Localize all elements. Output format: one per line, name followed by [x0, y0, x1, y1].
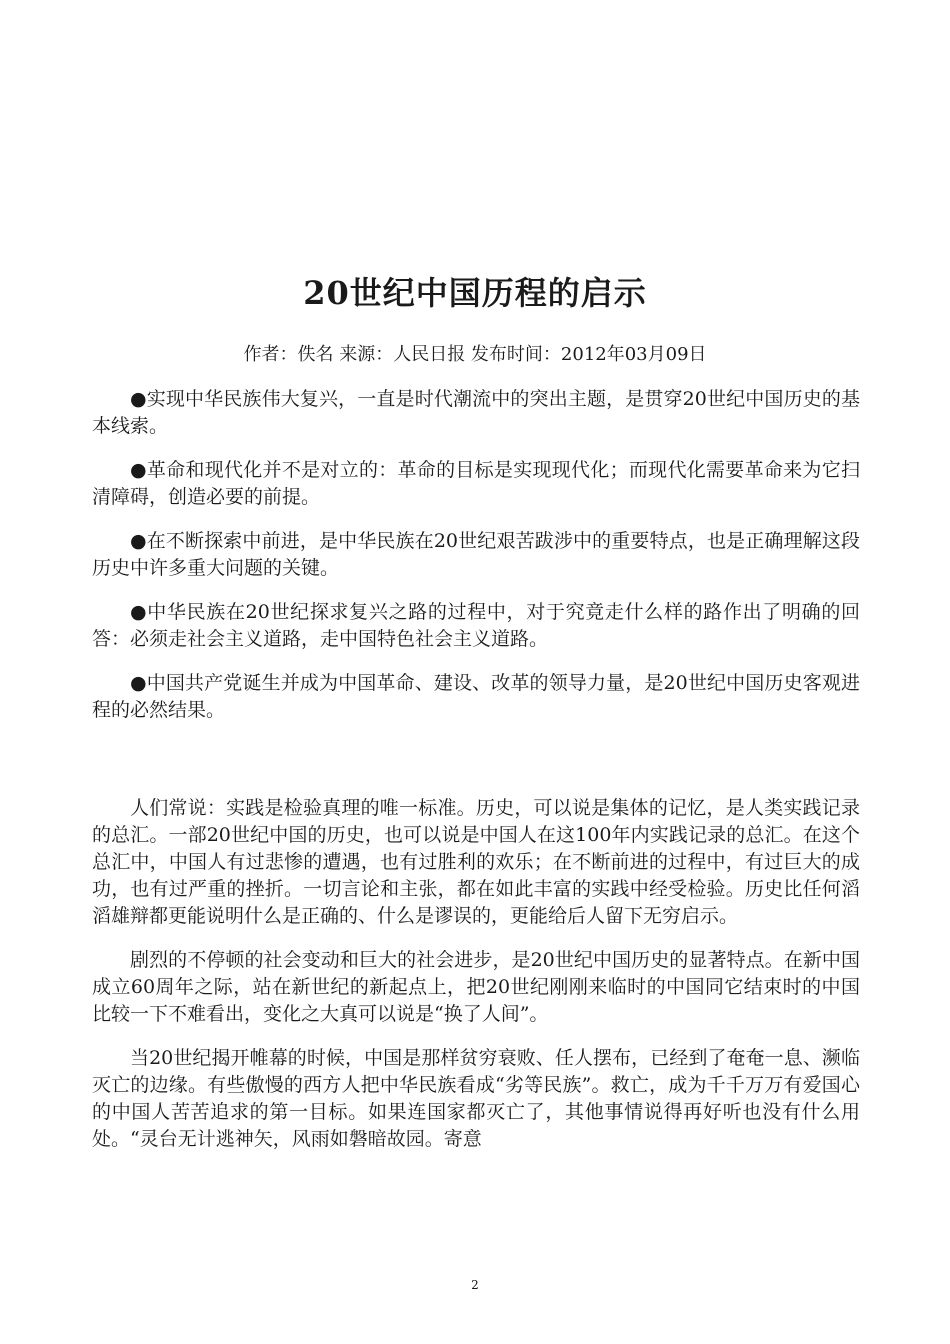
page-title: 20世纪中国历程的启示 [303, 274, 647, 312]
summary-point: ●中国共产党诞生并成为中国革命、建设、改革的领导力量，是20世纪中国历史客观进程的必然结果。 [92, 672, 860, 721]
summary-point: ●革命和现代化并不是对立的：革命的目标是实现现代化；而现代化需要革命来为它扫清障碍，创造必要的前提。 [92, 459, 860, 508]
article-byline: 作者：佚名 来源：人民日报 发布时间：2012年03月09日 [243, 344, 707, 365]
summary-point: ●中华民族在20世纪探求复兴之路的过程中，对于究竟走什么样的路作出了明确的回答：必须走社会主义道路，走中国特色社会主义道路。 [92, 601, 860, 650]
body-paragraph: 剧烈的不停顿的社会变动和巨大的社会进步，是20世纪中国历史的显著特点。在新中国成立60周年之际，站在新世纪的新起点上，把20世纪刚刚来临时的中国同它结束时的中国比较一下不难看出，变化之大真可以说是“换了人间”。 [92, 949, 860, 1025]
summary-point: ●实现中华民族伟大复兴，一直是时代潮流中的突出主题，是贯穿20世纪中国历史的基本线索。 [92, 388, 860, 437]
summary-points [92, 386, 860, 741]
article-body [92, 795, 860, 1170]
body-paragraph: 人们常说：实践是检验真理的唯一标准。历史，可以说是集体的记忆，是人类实践记录的总汇。一部20世纪中国的历史，也可以说是中国人在这100年内实践记录的总汇。在这个总汇中，中国人有过悲惨的遭遇，也有过胜利的欢乐；在不断前进的过程中，有过巨大的成功，也有过严重的挫折。一切言论和主张，都在如此丰富的实践中经受检验。历史比任何滔滔雄辩都更能说明什么是正确的、什么是谬误的，更能给后人留下无穷启示。 [92, 797, 860, 927]
body-paragraph: 当20世纪揭开帷幕的时候，中国是那样贫穷衰败、任人摆布，已经到了奄奄一息、濒临灭亡的边缘。有些傲慢的西方人把中华民族看成“劣等民族”。救亡，成为千千万万有爱国心的中国人苦苦追求的第一目标。如果连国家都灭亡了，其他事情说得再好听也没有什么用处。“灵台无计逃神矢，风雨如磐暗故园。寄意 [92, 1047, 860, 1150]
summary-point: ●在不断探索中前进，是中华民族在20世纪艰苦跋涉中的重要特点，也是正确理解这段历史中许多重大问题的关键。 [92, 530, 860, 579]
page-number: 2 [471, 1278, 479, 1292]
